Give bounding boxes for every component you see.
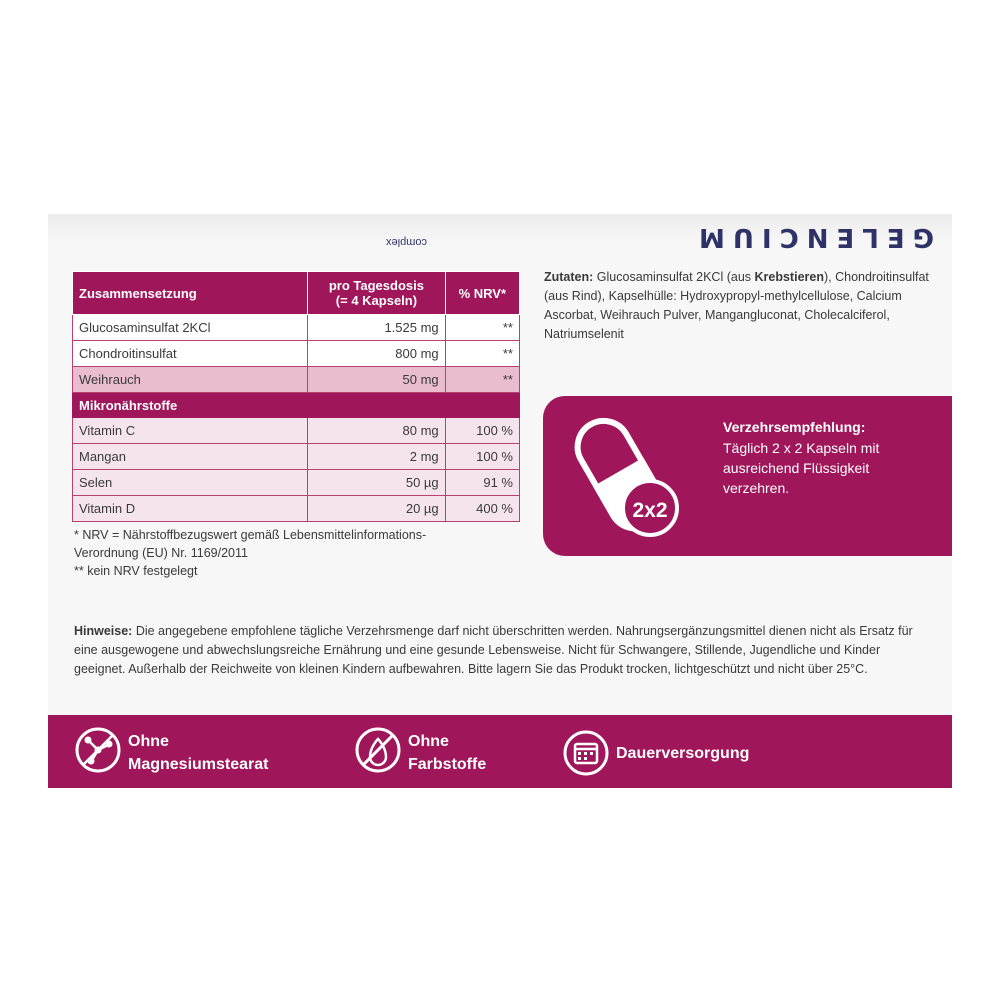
- capsule-icon: [566, 410, 686, 542]
- table-row: Selen 50 µg 91 %: [73, 470, 520, 496]
- feature-no-dyes: Ohne Farbstoffe: [408, 733, 487, 773]
- feature-long-term: Dauerversorgung: [616, 745, 750, 762]
- table-row: Vitamin C 80 mg 100 %: [73, 418, 520, 444]
- header-nrv: % NRV*: [445, 272, 519, 315]
- brand-logo: GELENCIUM: [691, 222, 934, 252]
- nutrition-table: [72, 271, 520, 522]
- ingredients: Zutaten: Glucosaminsulfat 2KCl (aus Krebstieren), Chondroitinsulfat (aus Rind), Kapselhülle: Hydroxypropyl-methylcellulose, Calcium Ascorbat, Weihrauch Pulver, Mangangluconat, Cholecalciferol, Natriumselenit: [544, 270, 929, 341]
- table-row: Weihrauch 50 mg **: [73, 367, 520, 393]
- header-composition: Zusammensetzung: [73, 272, 308, 315]
- notes: Hinweise: Die angegebene empfohlene tägliche Verzehrsmenge darf nicht überschritten werden. Nahrungsergänzungsmittel dienen nicht als Ersatz für eine ausgewogene und abwechslungsreiche Ernährung und eine gesunde Lebensweise. Nicht für Schwangere, Stillende, Jugendliche und Kinder geeignet. Außerhalb der Reichweite von kleinen Kindern aufbewahren. Bitte lagern Sie das Produkt trocken, lichtgeschützt und nicht über 25°C.: [74, 624, 913, 676]
- header-daily-dose: pro Tagesdosis (= 4 Kapseln): [308, 272, 445, 315]
- recommendation-text: Täglich 2 x 2 Kapseln mit ausreichend Flüssigkeit verzehren.: [723, 440, 880, 496]
- feature-no-magnesium: Ohne Magnesiumstearat: [128, 733, 269, 773]
- table-row: Vitamin D 20 µg 400 %: [73, 496, 520, 522]
- dose-badge: 2x2: [632, 499, 668, 522]
- no-dye-icon: [355, 727, 401, 773]
- brand-sub: complex: [386, 236, 427, 248]
- molecule-icon: [75, 727, 121, 773]
- footnotes: * NRV = Nährstoffbezugswert gemäß Lebensmittelinformations- Verordnung (EU) Nr. 1169/2011 ** kein NRV festgelegt: [74, 528, 427, 578]
- calendar-icon: [563, 730, 609, 776]
- table-header-row: [73, 272, 520, 315]
- table-row: Mangan 2 mg 100 %: [73, 444, 520, 470]
- table-row: Chondroitinsulfat 800 mg **: [73, 341, 520, 367]
- table-section-row: Mikronährstoffe: [73, 393, 520, 418]
- table-row: Glucosaminsulfat 2KCl 1.525 mg **: [73, 315, 520, 341]
- recommendation-title: Verzehrsempfehlung:: [723, 419, 866, 435]
